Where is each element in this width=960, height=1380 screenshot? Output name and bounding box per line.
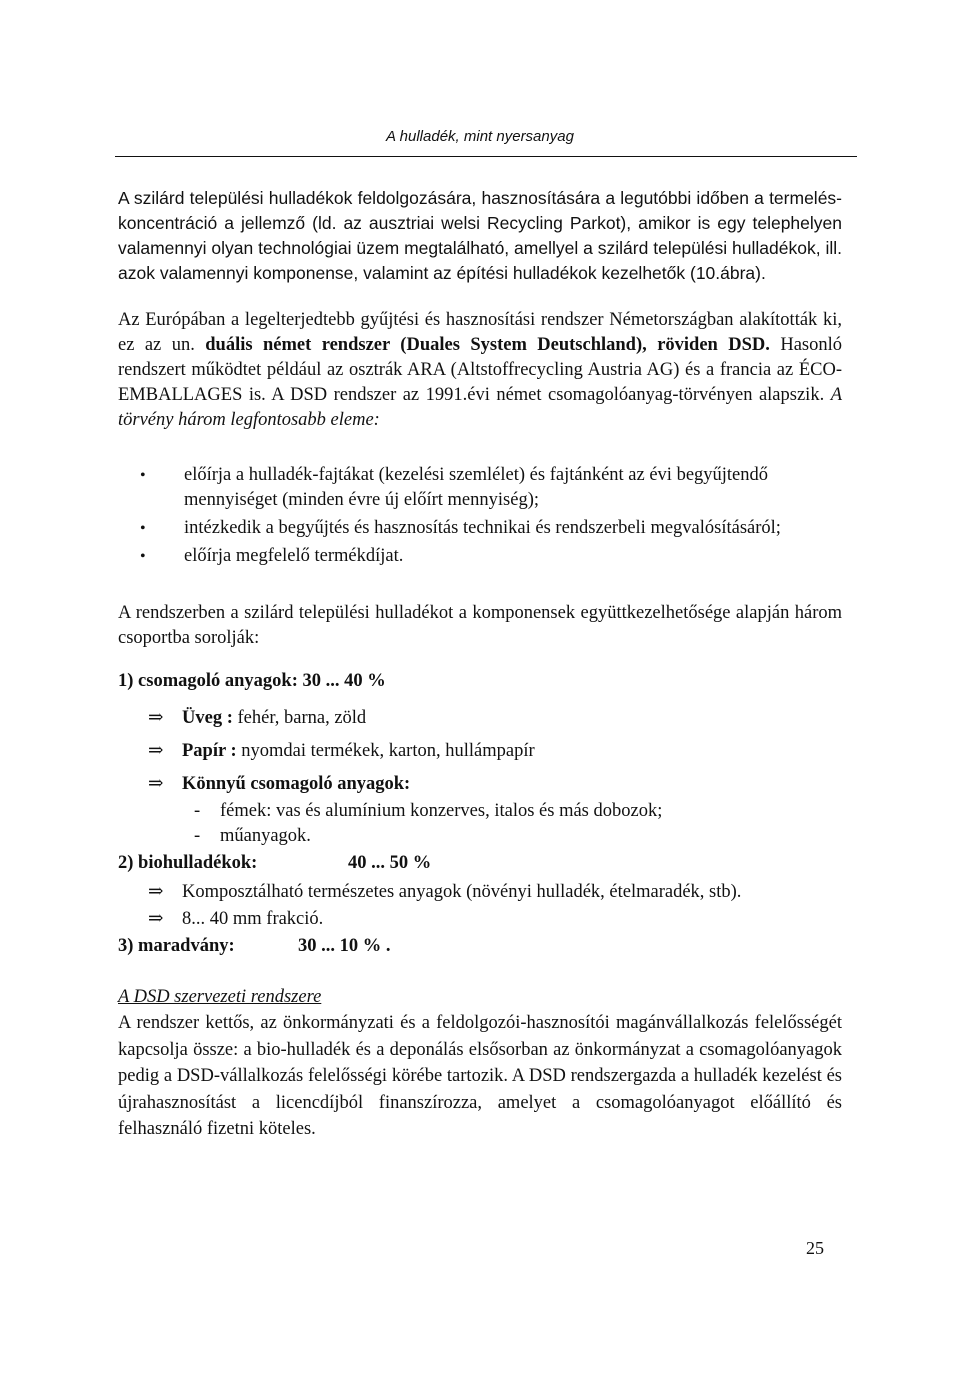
header-rule: [115, 156, 857, 157]
paragraph-dsd-bold: duális német rendszer (Duales System Deutschland), röviden DSD.: [205, 335, 770, 355]
item-text: fehér, barna, zöld: [232, 708, 367, 728]
list-item: [148, 739, 842, 764]
double-arrow-icon: ⇒: [148, 708, 164, 728]
dash-icon: -: [194, 801, 201, 821]
item-bold: Üveg :: [182, 708, 233, 728]
category-bio-label: 2) biohulladékok:: [118, 853, 258, 873]
page-body: [118, 186, 842, 1143]
double-arrow-icon: ⇒: [148, 882, 164, 902]
list-item: • intézkedik a begyűjtés és hasznosítás technikai és rendszerbeli megvalósításáról;: [118, 516, 842, 541]
paragraph-dsd-text-1: Az Európában a legelterjedtebb gyűjtési és hasznosítási rendszer Németországban alakították ki, ez az un.: [118, 310, 842, 355]
category-residual-label: 3) maradvány:: [118, 936, 235, 956]
category-packaging: [118, 669, 842, 849]
item-bold: Papír :: [182, 741, 237, 761]
subitem-text: műanyagok.: [220, 826, 311, 846]
paragraph-dsd-italic: A törvény három legfontosabb eleme:: [118, 385, 842, 430]
paragraph-dsd-text-2: Hasonló rendszert működtet például az osztrák ARA (Altstoffrecycling Austria AG) és a francia az ÉCO-EMBALLAGES is. A DSD rendszer az 1991.évi német csomagolóanyag-törvényen alapszik.: [118, 335, 842, 405]
category-residual: [118, 934, 842, 959]
dash-icon: -: [194, 826, 201, 846]
page-number: 25: [806, 1238, 824, 1258]
category-residual-value: 30 ... 10 % .: [298, 936, 391, 956]
packaging-items: [118, 706, 842, 849]
running-header: A hulladék, mint nyersanyag: [386, 128, 574, 145]
double-arrow-icon: ⇒: [148, 909, 164, 929]
packaging-subitems: [148, 799, 842, 849]
list-item: [148, 907, 842, 932]
category-packaging-label: 1) csomagoló anyagok: 30 ... 40 %: [118, 671, 386, 691]
subitem-text: fémek: vas és alumínium konzerves, italos és más dobozok;: [220, 801, 663, 821]
list-item: [148, 772, 842, 797]
section-body: A rendszer kettős, az önkormányzati és a feldolgozói-hasznosítói magánvállalkozás felelősségét kapcsolja össze: a bio-hulladék és a deponálás elsősorban az önkormányzat a csomagolóanyagok pedig a DSD-vállalkozás felelősségi körébe tartozik. A DSD rendszergazda a hulladék kezelést és újrahasznosítást a licencdíjból finanszírozza, amelyet a csomagolóanyagot előállító és felhasználó fizetni köteles.: [118, 1013, 842, 1139]
paragraph-dsd: [118, 308, 842, 433]
section-title: A DSD szervezeti rendszere: [118, 987, 322, 1007]
list-item: • előírja a hulladék-fajtákat (kezelési szemlélet) és fajtánként az évi begyűjtendő mennyiséget (minden évre új előírt mennyiség);: [118, 463, 842, 513]
list-item: • előírja megfelelő termékdíjat.: [118, 544, 842, 569]
list-item: [194, 799, 842, 824]
law-elements-list: [118, 463, 842, 569]
list-item: [148, 880, 842, 905]
list-item: [148, 706, 842, 731]
list-item: [194, 824, 842, 849]
paragraph-intro: A szilárd települési hulladékok feldolgozására, hasznosítására a legutóbbi időben a termelés-koncentráció a jellemző (ld. az ausztriai welsi Recycling Parkot), amikor is egy telephelyen valamennyi olyan technológiai üzem megtalálható, amellyel a szilárd települési hulladékok, ill. azok valamennyi komponense, valamint az építési hulladékok kezelhetők (10.ábra).: [118, 188, 842, 283]
item-text: Komposztálható természetes anyagok (növényi hulladék, ételmaradék, stb).: [182, 882, 742, 902]
item-text: 8... 40 mm frakció.: [182, 909, 324, 929]
bio-items: [118, 880, 842, 932]
item-bold: Könnyű csomagoló anyagok:: [182, 774, 411, 794]
category-bio: [118, 851, 842, 876]
double-arrow-icon: ⇒: [148, 774, 164, 794]
double-arrow-icon: ⇒: [148, 741, 164, 761]
category-bio-value: 40 ... 50 %: [348, 853, 432, 873]
paragraph-groups: A rendszerben a szilárd települési hulladékot a komponensek együttkezelhetősége alapján három csoportba sorolják:: [118, 603, 842, 648]
item-text: nyomdai termékek, karton, hullámpapír: [236, 741, 535, 761]
